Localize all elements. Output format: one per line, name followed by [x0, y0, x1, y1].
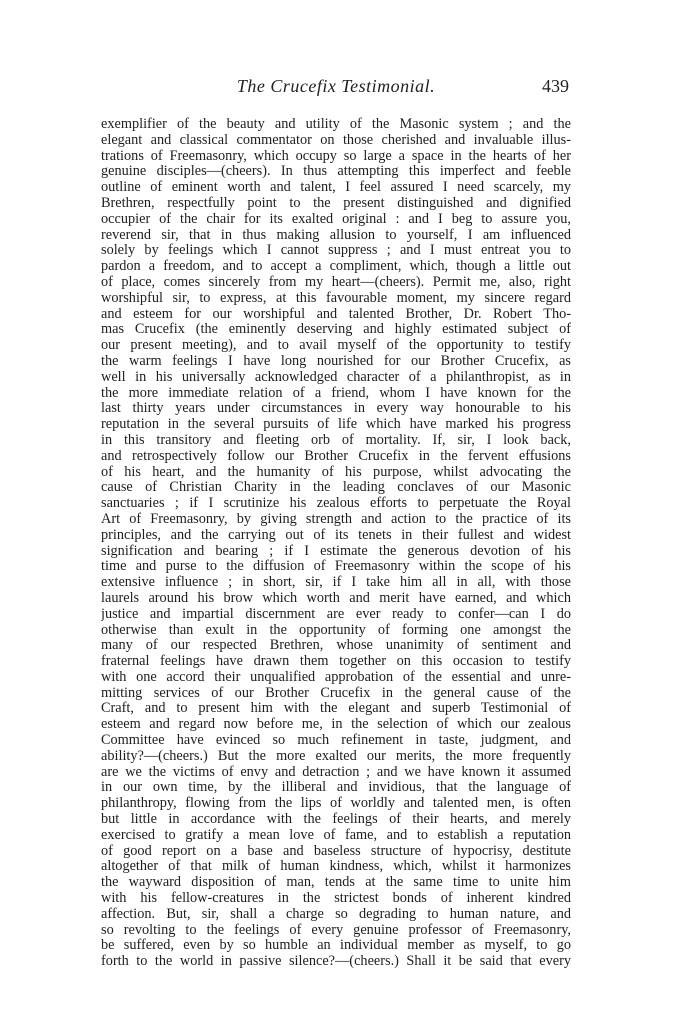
text-line: esteem and regard now before me, in the selection of which our zealous [101, 717, 571, 733]
text-line: Brethren, respectfully point to the present distinguished and dignified [101, 195, 571, 211]
text-line: pardon a freedom, and to accept a compliment, which, though a little out [101, 259, 571, 275]
text-line: in our own time, by the illiberal and invidious, that the language of [101, 780, 571, 796]
text-line: mas Crucefix (the eminently deserving and highly estimated subject of [101, 322, 571, 338]
text-line: outline of eminent worth and talent, I feel assured I need scarcely, my [101, 180, 571, 196]
text-line: time and purse to the diffusion of Freemasonry within the scope of his [101, 559, 571, 575]
text-line: with his fellow-creatures in the strictest bonds of inherent kindred [101, 891, 571, 907]
text-line: affection. But, sir, shall a charge so degrading to human nature, and [101, 906, 571, 922]
text-line: principles, and the carrying out of its tenets in their fullest and widest [101, 527, 571, 543]
text-line: our present meeting), and to avail myself of the opportunity to testify [101, 338, 571, 354]
text-line: of his heart, and the humanity of his purpose, whilst advocating the [101, 464, 571, 480]
text-line: ability?—(cheers.) But the more exalted our merits, the more frequently [101, 748, 571, 764]
text-line: the more immediate relation of a friend, whom I have known for the [101, 385, 571, 401]
text-line: sanctuaries ; if I scrutinize his zealous efforts to perpetuate the Royal [101, 496, 571, 512]
text-line: Art of Freemasonry, by giving strength and action to the practice of its [101, 511, 571, 527]
text-line: of good report on a base and baseless structure of hypocrisy, destitute [101, 843, 571, 859]
text-line: exercised to gratify a mean love of fame, and to establish a reputation [101, 827, 571, 843]
text-line: extensive influence ; in short, sir, if I take him all in all, with those [101, 575, 571, 591]
text-line: the wayward disposition of man, tends at the same time to unite him [101, 875, 571, 891]
text-line: mitting services of our Brother Crucefix in the general cause of the [101, 685, 571, 701]
text-line: the warm feelings I have long nourished for our Brother Crucefix, as [101, 353, 571, 369]
text-line: signification and bearing ; if I estimate the generous devotion of his [101, 543, 571, 559]
page-number: 439 [542, 76, 569, 96]
text-line: and retrospectively follow our Brother Crucefix in the fervent effusions [101, 448, 571, 464]
running-title: The Crucefix Testimonial. [236, 76, 436, 96]
text-line: occupier of the chair for its exalted original : and I beg to assure you, [101, 211, 571, 227]
text-line: altogether of that milk of human kindness, which, whilst it harmonizes [101, 859, 571, 875]
text-line: Committee have evinced so much refinement in taste, judgment, and [101, 733, 571, 749]
text-line: exemplifier of the beauty and utility of the Masonic system ; and the [101, 117, 571, 132]
text-line: reverend sir, that in thus making allusion to yourself, I am influenced [101, 227, 571, 243]
text-line: in this transitory and fleeting orb of mortality. If, sir, I look back, [101, 432, 571, 448]
text-line: last thirty years under circumstances in every way honourable to his [101, 401, 571, 417]
text-line: justice and impartial discernment are ever ready to confer—can I do [101, 606, 571, 622]
text-line: Craft, and to present him with the elegant and superb Testimonial of [101, 701, 571, 717]
text-line: solely by feelings which I cannot suppress ; and I must entreat you to [101, 243, 571, 259]
text-line: be suffered, even by so humble an individual member as myself, to go [101, 938, 571, 954]
text-line: trations of Freemasonry, which occupy so large a space in the hearts of her [101, 148, 571, 164]
text-line: and esteem for our worshipful and talented Brother, Dr. Robert Tho- [101, 306, 571, 322]
text-line: cause of Christian Charity in the leading conclaves of our Masonic [101, 480, 571, 496]
text-line: philanthropy, flowing from the lips of worldly and talented men, is often [101, 796, 571, 812]
running-head [101, 76, 571, 100]
text-line: many of our respected Brethren, whose unanimity of sentiment and [101, 638, 571, 654]
text-line: reputation in the several pursuits of life which have marked his progress [101, 417, 571, 433]
text-line: fraternal feelings have drawn them together on this occasion to testify [101, 654, 571, 670]
text-line: worshipful sir, to express, at this favourable moment, my sincere regard [101, 290, 571, 306]
body-text [101, 117, 571, 970]
text-line: well in his universally acknowledged character of a philanthropist, as in [101, 369, 571, 385]
text-line: otherwise than exult in the opportunity of forming one amongst the [101, 622, 571, 638]
text-line: forth to the world in passive silence?—(cheers.) Shall it be said that every [101, 954, 571, 970]
text-line: elegant and classical commentator on those cherished and invaluable illus- [101, 132, 571, 148]
text-line: but little in accordance with the feelings of their hearts, and merely [101, 812, 571, 828]
text-line: with one accord their unqualified approbation of the essential and unre- [101, 669, 571, 685]
text-line: are we the victims of envy and detraction ; and we have known it assumed [101, 764, 571, 780]
text-line: genuine disciples—(cheers). In thus attempting this imperfect and feeble [101, 164, 571, 180]
text-line: laurels around his brow which worth and merit have earned, and which [101, 590, 571, 606]
text-line: so revolting to the feelings of every genuine professor of Freemasonry, [101, 922, 571, 938]
text-line: of place, comes sincerely from my heart—(cheers). Permit me, also, right [101, 274, 571, 290]
